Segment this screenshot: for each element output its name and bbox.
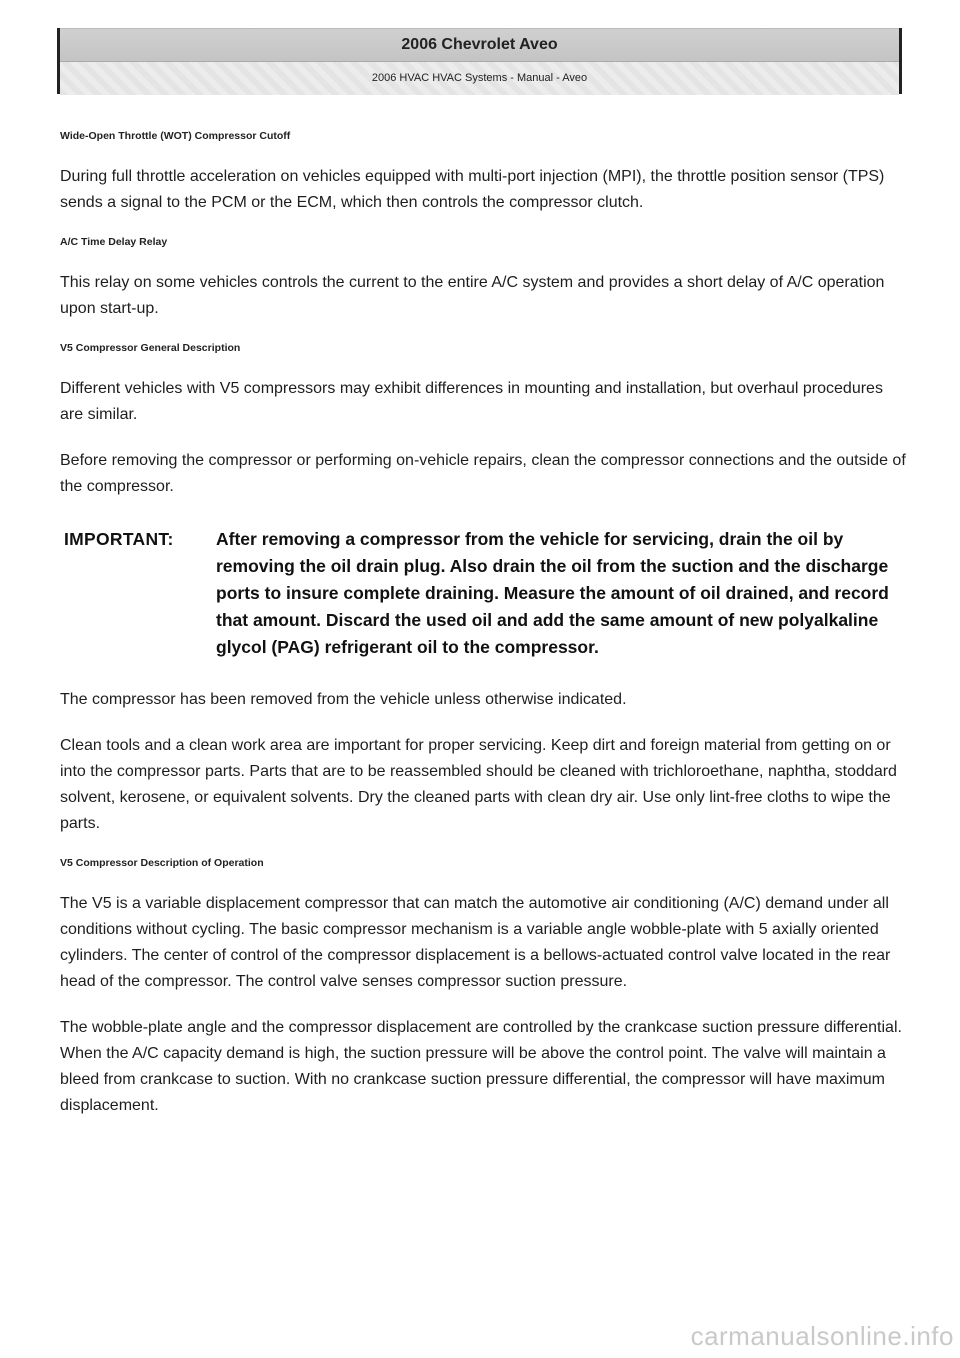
document-subtitle: 2006 HVAC HVAC Systems - Manual - Aveo bbox=[60, 62, 899, 95]
important-note bbox=[64, 526, 910, 661]
section-heading: V5 Compressor Description of Operation bbox=[60, 857, 264, 869]
document-body bbox=[60, 130, 910, 1139]
paragraph: Clean tools and a clean work area are important for proper servicing. Keep dirt and foreign material from getting on or into the compressor parts. Parts that are to be reassembled should be cleaned with trichloroethane, naphtha, stoddard solvent, kerosene, or equivalent solvents. Dry the cleaned parts with clean dry air. Use only lint-free cloths to wipe the parts. bbox=[60, 737, 897, 832]
important-text: After removing a compressor from the vehicle for servicing, drain the oil by removing the oil drain plug. Also drain the oil from the suction and the discharge ports to insure complete draining. Measure the amount of oil drained, and record that amount. Discard the used oil and add the same amount of new polyalkaline glycol (PAG) refrigerant oil to the compressor. bbox=[216, 529, 889, 657]
section-v5-general-description bbox=[60, 342, 910, 837]
paragraph: Before removing the compressor or performing on-vehicle repairs, clean the compressor connections and the outside of the compressor. bbox=[60, 452, 906, 495]
watermark: carmanualsonline.info bbox=[690, 1321, 954, 1351]
important-label: IMPORTANT: bbox=[64, 529, 174, 549]
page-header bbox=[57, 28, 902, 94]
paragraph: The V5 is a variable displacement compressor that can match the automotive air conditioning (A/C) demand under all conditions without cycling. The basic compressor mechanism is a variable angle wobble-plate with 5 axially oriented cylinders. The center of control of the compressor displacement is a bellows-actuated control valve located in the rear head of the compressor. The control valve senses compressor suction pressure. bbox=[60, 895, 891, 990]
document-title: 2006 Chevrolet Aveo bbox=[60, 28, 899, 62]
paragraph: The wobble-plate angle and the compressor displacement are controlled by the crankcase suction pressure differential. When the A/C capacity demand is high, the suction pressure will be above the control point. The valve will maintain a bleed from crankcase to suction. With no crankcase suction pressure differential, the compressor will have maximum displacement. bbox=[60, 1019, 902, 1114]
section-heading: V5 Compressor General Description bbox=[60, 342, 241, 354]
section-v5-description-of-operation bbox=[60, 857, 910, 1119]
paragraph: During full throttle acceleration on vehicles equipped with multi-port injection (MPI), the throttle position sensor (TPS) sends a signal to the PCM or the ECM, which then controls the compressor clutch. bbox=[60, 168, 885, 211]
paragraph: Different vehicles with V5 compressors may exhibit differences in mounting and installation, but overhaul procedures are similar. bbox=[60, 380, 883, 423]
section-time-delay-relay bbox=[60, 236, 910, 322]
section-heading: Wide-Open Throttle (WOT) Compressor Cutoff bbox=[60, 130, 291, 142]
section-heading: A/C Time Delay Relay bbox=[60, 236, 168, 248]
paragraph: This relay on some vehicles controls the current to the entire A/C system and provides a short delay of A/C operation upon start-up. bbox=[60, 274, 885, 317]
section-wot-cutoff bbox=[60, 130, 910, 216]
paragraph: The compressor has been removed from the vehicle unless otherwise indicated. bbox=[60, 691, 627, 708]
